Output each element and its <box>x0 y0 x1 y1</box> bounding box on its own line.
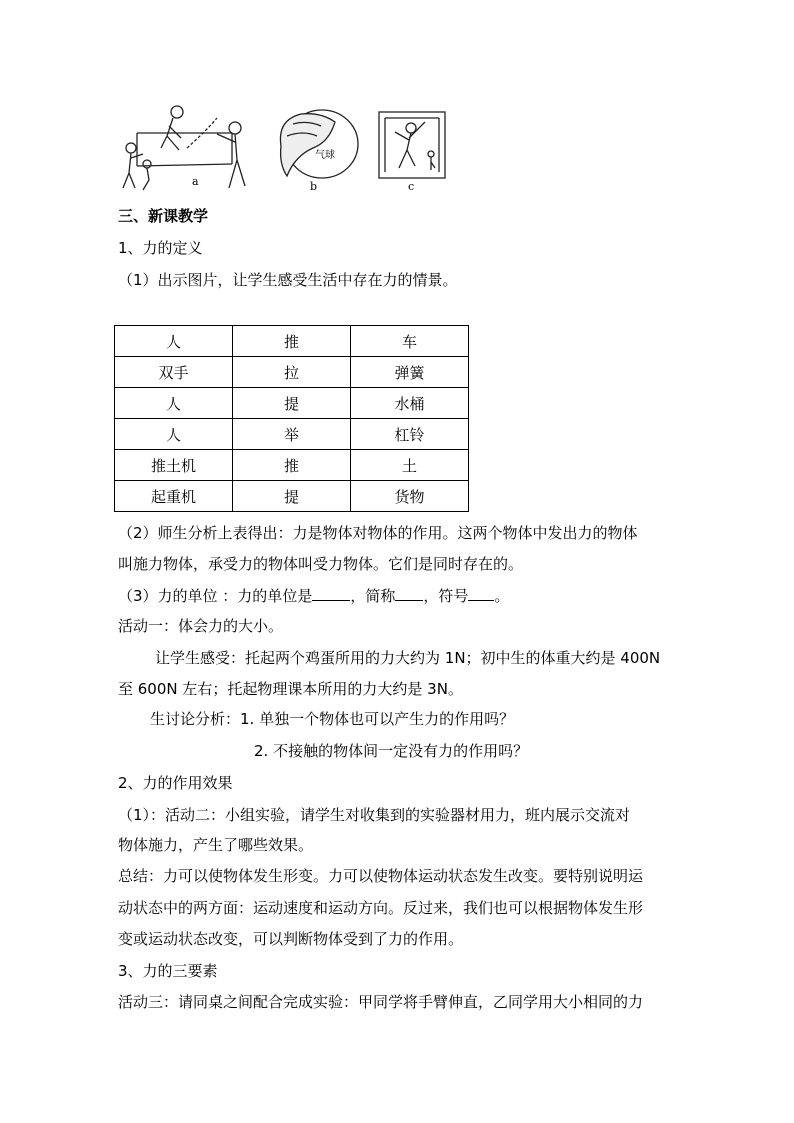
summary-line-1: 总结：力可以使物体发生形变。力可以使物体运动状态发生改变。要特别说明运 <box>118 867 644 885</box>
table-row <box>115 450 469 481</box>
table-row <box>115 357 469 388</box>
symbol-blank[interactable] <box>468 586 494 601</box>
section-3-title: 3、力的三要素 <box>118 962 218 980</box>
section-2-paragraph-line-2: 物体施力，产生了哪些效果。 <box>118 836 314 854</box>
table-cell: 弹簧 <box>351 357 469 388</box>
balloon-label: 气球 <box>315 150 335 161</box>
unit-question-text-d: 。 <box>494 587 510 605</box>
force-examples-table <box>114 325 469 512</box>
table-row <box>115 481 469 512</box>
table-cell: 人 <box>115 419 233 450</box>
table-cell: 货物 <box>351 481 469 512</box>
table-cell: 人 <box>115 388 233 419</box>
activity-1-line-2: 至 600N 左右；托起物理课本所用的力大约是 3N。 <box>118 680 463 698</box>
table-cell: 起重机 <box>115 481 233 512</box>
section-1-paragraph-1: （1）出示图片，让学生感受生活中存在力的情景。 <box>118 271 458 289</box>
table-cell: 提 <box>233 481 351 512</box>
section-2-title: 2、力的作用效果 <box>118 774 233 792</box>
figure-label-b: b <box>310 180 318 193</box>
section-title: 三、新课教学 <box>118 207 209 225</box>
section-1-title: 1、力的定义 <box>118 239 203 257</box>
illustration-figure <box>117 98 457 194</box>
summary-line-3: 变或运动状态改变，可以判断物体受到了力的作用。 <box>118 930 464 948</box>
section-2-paragraph-line-1: （1）：活动二：小组实验，请学生对收集到的实验器材用力，班内展示交流对 <box>118 806 631 824</box>
table-cell: 土 <box>351 450 469 481</box>
activity-1-title: 活动一：体会力的大小。 <box>118 617 284 635</box>
table-row <box>115 326 469 357</box>
paragraph-2-line-1: （2）师生分析上表得出：力是物体对物体的作用。这两个物体中发出力的物体 <box>118 524 638 542</box>
table-cell: 杠铃 <box>351 419 469 450</box>
activity-1-line-1: 让学生感受：托起两个鸡蛋所用的力大约为 1N；初中生的体重大约是 400N <box>155 649 661 667</box>
abbreviation-blank[interactable] <box>395 586 423 601</box>
table-row <box>115 419 469 450</box>
table-cell: 拉 <box>233 357 351 388</box>
illustration-drawings <box>117 98 457 194</box>
unit-question-text-b: ，简称 <box>350 587 396 605</box>
activity-3-line-1: 活动三：请同桌之间配合完成实验：甲同学将手臂伸直，乙同学用大小相同的力 <box>118 993 644 1011</box>
unit-blank[interactable] <box>312 586 350 601</box>
unit-question-text-a: （3）力的单位 ：力的单位是 <box>118 587 313 605</box>
discussion-question-1: 生讨论分析：1. 单独一个物体也可以产生力的作用吗？ <box>150 710 515 728</box>
figure-label-c: c <box>408 180 415 193</box>
table-row <box>115 388 469 419</box>
discussion-question-2: 2. 不接触的物体间一定没有力的作用吗？ <box>254 742 529 760</box>
paragraph-3-unit-question <box>118 586 509 606</box>
table-cell: 推 <box>233 450 351 481</box>
table-cell: 人 <box>115 326 233 357</box>
table-cell: 举 <box>233 419 351 450</box>
paragraph-2-line-2: 叫施力物体，承受力的物体叫受力物体。它们是同时存在的。 <box>118 555 524 573</box>
table-cell: 推 <box>233 326 351 357</box>
table-cell: 推土机 <box>115 450 233 481</box>
summary-line-2: 动状态中的两方面：运动速度和运动方向。反过来，我们也可以根据物体发生形 <box>118 899 644 917</box>
table-cell: 车 <box>351 326 469 357</box>
figure-label-a: a <box>192 175 199 188</box>
unit-question-text-c: ，符号 <box>423 587 469 605</box>
table-cell: 提 <box>233 388 351 419</box>
table-cell: 水桶 <box>351 388 469 419</box>
table-cell: 双手 <box>115 357 233 388</box>
